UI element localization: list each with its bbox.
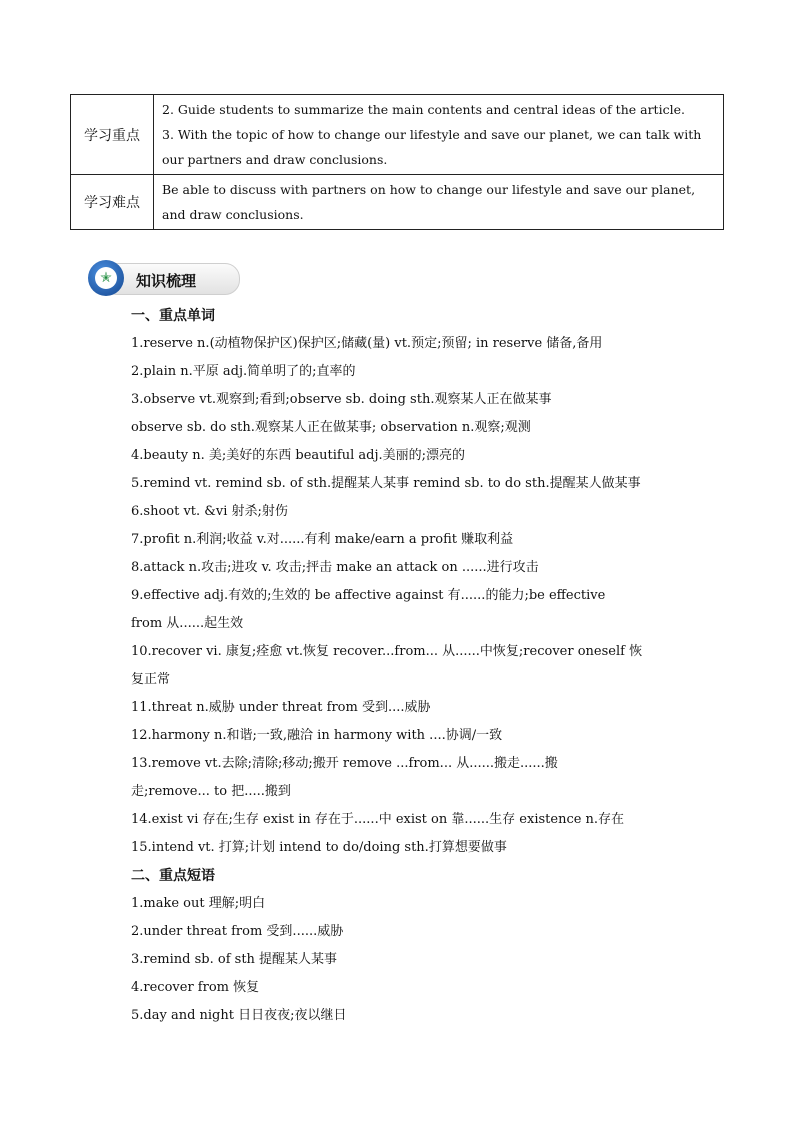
text-line: 3. With the topic of how to change our lifestyle and save our planet, we can talk with (162, 127, 702, 142)
word-entry: 13.remove vt.去除;清除;移动;搬开 remove ...from... 从......搬走......搬 (131, 756, 558, 771)
text-line: our partners and draw conclusions. (162, 152, 388, 167)
word-entry: 3.observe vt.观察到;看到;observe sb. doing sth.观察某人正在做某事 (131, 392, 552, 407)
table-row (71, 95, 724, 175)
word-entry: 15.intend vt. 打算;计划 intend to do/doing sth.打算想要做事 (131, 840, 507, 855)
word-entry: 14.exist vi 存在;生存 exist in 存在于......中 exist on 靠......生存 existence n.存在 (131, 812, 625, 827)
word-entry: observe sb. do sth.观察某人正在做某事; observation n.观察;观测 (131, 420, 531, 435)
difficult-points-content (154, 175, 724, 230)
key-points-content (154, 95, 724, 175)
section-header (88, 260, 240, 298)
phrase-entry: 2.under threat from 受到......威胁 (131, 924, 344, 939)
key-words-heading: 一、重点单词 (131, 308, 215, 324)
phrase-entry: 4.recover from 恢复 (131, 980, 260, 995)
word-entry: 11.threat n.威胁 under threat from 受到....威胁 (131, 700, 431, 715)
text-line: 2. Guide students to summarize the main contents and central ideas of the article. (162, 102, 685, 117)
learning-goals-table (70, 94, 724, 230)
word-entry: 1.reserve n.(动植物保护区)保护区;储藏(量) vt.预定;预留; in reserve 储备,备用 (131, 336, 603, 351)
word-entry: from 从......起生效 (131, 616, 244, 631)
word-entry: 9.effective adj.有效的;生效的 be affective against 有......的能力;be effective (131, 588, 606, 603)
word-entry: 12.harmony n.和谐;一致,融洽 in harmony with ....协调/一致 (131, 728, 503, 743)
word-entry: 10.recover vi. 康复;痊愈 vt.恢复 recover...from... 从......中恢复;recover oneself 恢 (131, 644, 643, 659)
word-entry: 7.profit n.利润;收益 v.对......有利 make/earn a profit 赚取利益 (131, 532, 514, 547)
difficult-points-label: 学习难点 (71, 175, 154, 230)
key-points-label: 学习重点 (71, 95, 154, 175)
word-entry: 2.plain n.平原 adj.简单明了的;直率的 (131, 364, 356, 379)
phrase-entry: 3.remind sb. of sth 提醒某人某事 (131, 952, 338, 967)
word-entry: 8.attack n.攻击;进攻 v. 攻击;抨击 make an attack on ......进行攻击 (131, 560, 539, 575)
text-line: Be able to discuss with partners on how to change our lifestyle and save our planet, (162, 182, 696, 197)
text-line: and draw conclusions. (162, 207, 304, 222)
section-icon-badge (88, 260, 124, 296)
section-title: 知识梳理 (136, 272, 197, 290)
key-phrases-heading: 二、重点短语 (131, 868, 215, 884)
knowledge-content (131, 302, 691, 1030)
word-entry: 4.beauty n. 美;美好的东西 beautiful adj.美丽的;漂亮的 (131, 448, 466, 463)
word-entry: 5.remind vt. remind sb. of sth.提醒某人某事 remind sb. to do sth.提醒某人做某事 (131, 476, 641, 491)
phrase-entry: 1.make out 理解;明白 (131, 896, 266, 911)
word-entry: 复正常 (131, 672, 171, 687)
word-entry: 6.shoot vt. &vi 射杀;射伤 (131, 504, 288, 519)
phrase-entry: 5.day and night 日日夜夜;夜以继日 (131, 1008, 347, 1023)
runner-icon: ✭ (95, 267, 117, 289)
word-entry: 走;remove... to 把.....搬到 (131, 784, 291, 799)
table-row (71, 175, 724, 230)
